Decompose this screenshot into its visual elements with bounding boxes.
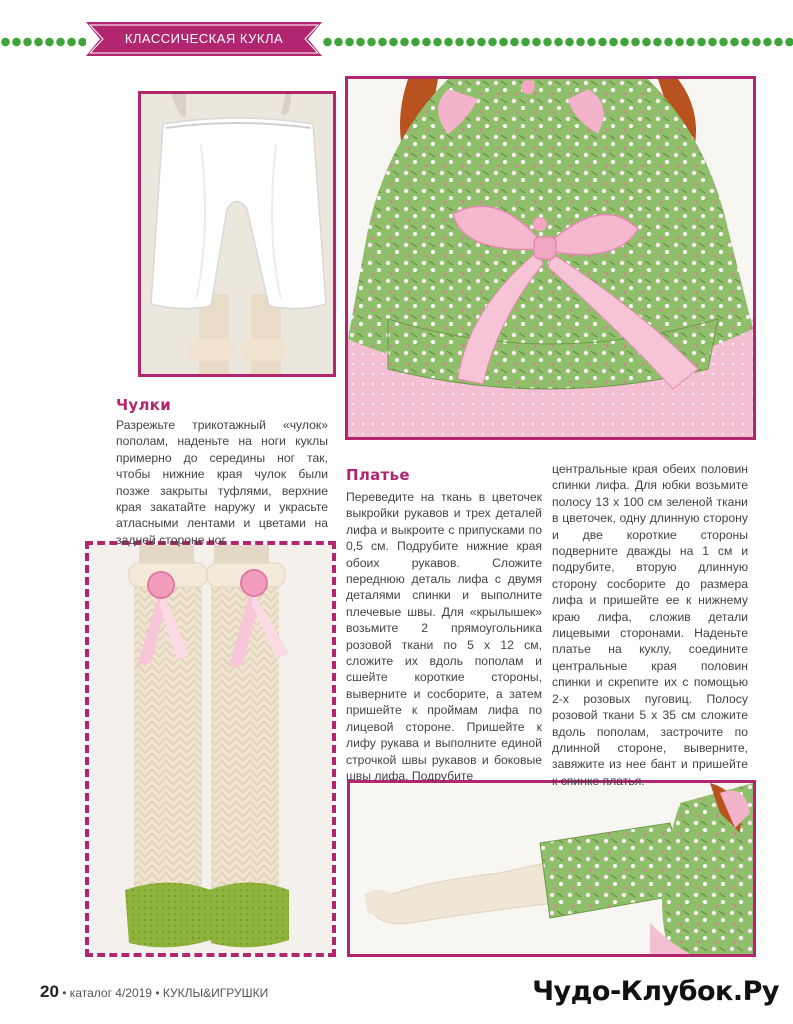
header-dots-left: [0, 37, 86, 47]
header-dots-right: [322, 37, 793, 47]
photo-bloomers: [138, 91, 336, 377]
footer-issue-info: [40, 982, 268, 1002]
photo-sleeve: [347, 780, 756, 957]
stockings-text: Разрежьте трикотажный «чулок» пополам, наденьте на ноги куклы примерно до середины ног так, чтобы нижние края чулок были позже закрыты туфлями, верхние края закатайте наружу и украсьте атласными лентами и цветами на задней стороне ног.: [116, 418, 328, 547]
photo-dress-bow: [345, 76, 756, 440]
dress-heading: Платье: [346, 466, 410, 484]
stockings-heading: Чулки: [116, 396, 172, 414]
section-banner: [86, 22, 322, 56]
photo-stockings: [85, 541, 336, 957]
page-number: 20: [40, 982, 59, 1001]
dress-text-col1: Переведите на ткань в цветочек выкройки рукавов и трех деталей лифа и выкроите с припусками по 0,5 см. Подрубите нижние края обоих рукавов. Сложите переднюю деталь лифа с двумя деталями спинки и выполните плечевые швы. Для «крылышек» возьмите 2 прямоугольника розовой ткани по 5 х 12 см, сложите их вдоль пополам и сшейте короткие стороны, выверните и сосборите, а затем пришейте к проймам лифа по лицевой стороне. Пришейте к лифу рукава и выполните единой строчкой швы рукавов и боковые швы лифа. Подрубите: [346, 490, 542, 783]
issue-label: • каталог 4/2019 • КУКЛЫ&ИГРУШКИ: [62, 986, 269, 1000]
dress-text-col2: центральные края обеих половин спинки лифа. Для юбки возьмите полосу 13 х 100 см зеленой ткани в цветочек, одну длинную сторону и две короткие стороны подверните дважды на 1 см и подрубите, вторую длинную сторону сосборите до размера лифа и пришейте ее к нижнему краю лифа, сложив детали лицевыми сторонами. Наденьте платье на куклу, соедините центральные края половин спинки и скрепите их с помощью 2-х розовых пуговиц. Полосу розовой ткани 5 х 35 см сложите вдоль пополам, застрочите по длинной стороне, выверните, завяжите из нее бант и пришейте к спинке платья.: [552, 462, 748, 788]
section-title: КЛАССИЧЕСКАЯ КУКЛА: [124, 31, 284, 46]
site-watermark: Чудо-Клубок.Ру: [532, 976, 779, 1007]
